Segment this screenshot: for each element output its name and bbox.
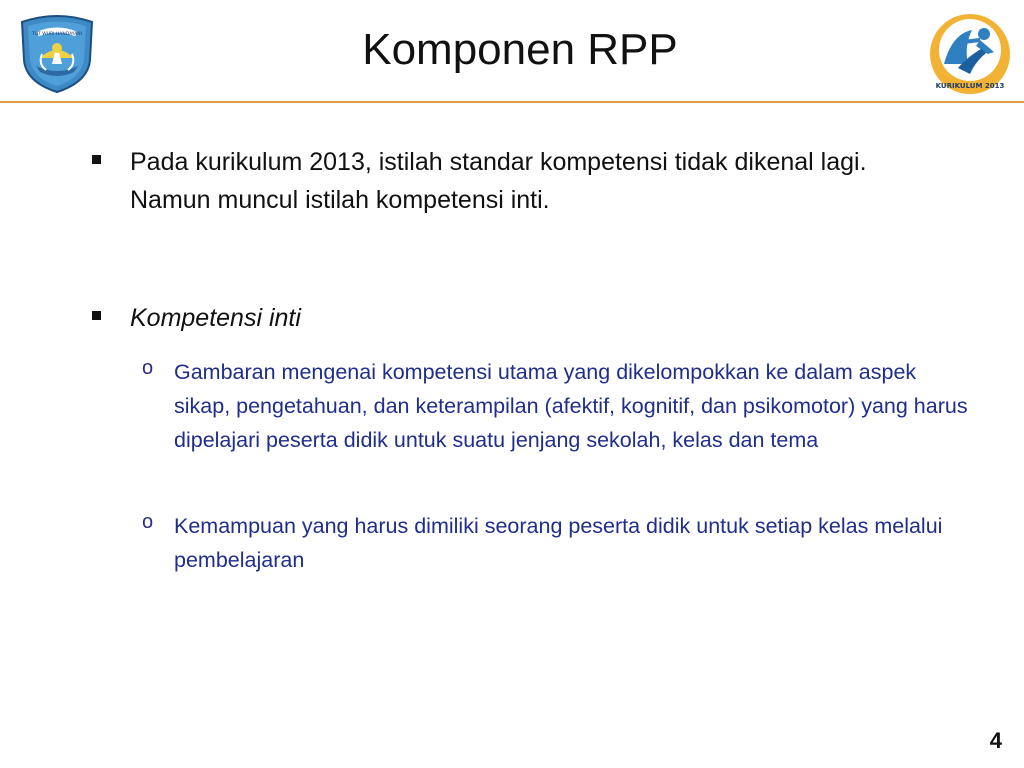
sub-bullet-text-2: Kemampuan yang harus dimiliki seorang peserta didik untuk setiap kelas melalui pembelajaran [174, 514, 943, 572]
kurikulum-2013-logo-text: KURIKULUM 2013 [935, 82, 1005, 90]
slide-title: Komponen RPP [362, 25, 678, 74]
bullet-text-1: Pada kurikulum 2013, istilah standar kompetensi tidak dikenal lagi. Namun muncul istilah kompetensi inti. [130, 148, 867, 214]
square-bullet-icon [92, 155, 101, 164]
tut-wuri-handayani-logo-text: TUT WURI HANDAYANI [32, 32, 82, 37]
title-divider [0, 101, 1024, 103]
circle-bullet-icon: o [142, 357, 154, 379]
bullet-item-1 [88, 143, 888, 219]
sub-bullet-item-2 [142, 509, 972, 577]
kurikulum-2013-logo [928, 12, 1012, 98]
bullet-text-2: Kompetensi inti [130, 304, 301, 332]
sub-bullet-text-1: Gambaran mengenai kompetensi utama yang dikelompokkan ke dalam aspek sikap, pengetahuan, dan keterampilan (afektif, kognitif, dan psikomotor) yang harus dipelajari peserta didik untuk suatu jenjang sekolah, kelas dan tema [174, 360, 968, 452]
page-number: 4 [989, 728, 1002, 753]
square-bullet-icon [92, 311, 101, 320]
bullet-item-2 [88, 299, 888, 337]
circle-bullet-icon: o [142, 511, 154, 533]
sub-bullet-item-1 [142, 355, 972, 457]
